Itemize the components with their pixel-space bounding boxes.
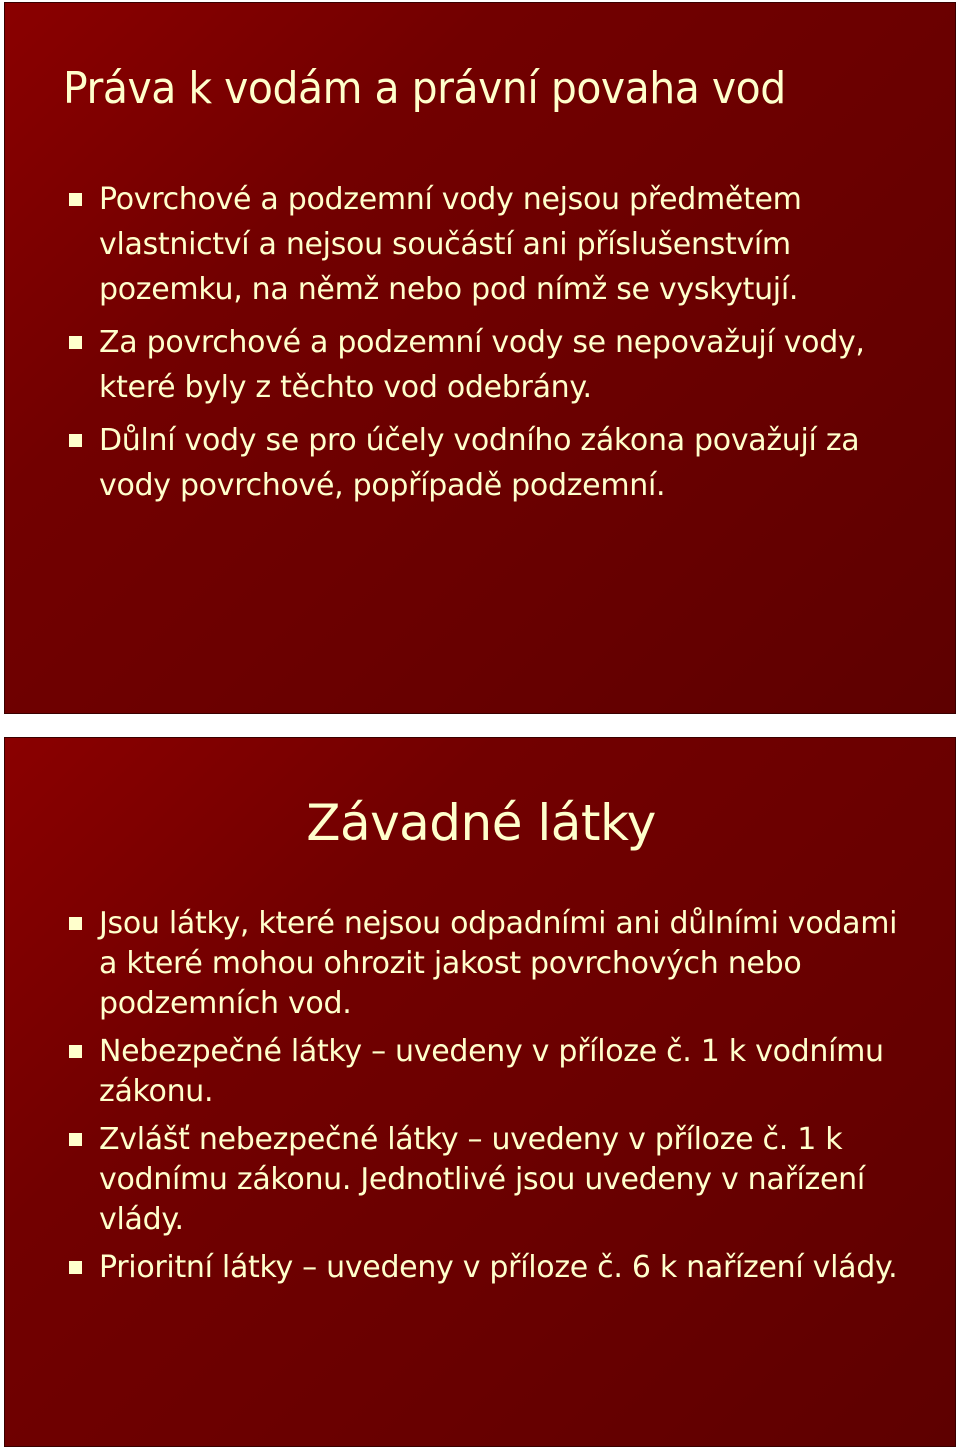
bullet-item <box>65 320 915 410</box>
bullet-text: Zvlášť nebezpečné látky – uvedeny v příloze č. 1 k vodnímu zákonu. Jednotlivé jsou uvedeny v nařízení vlády. <box>99 1122 865 1237</box>
bullet-text: Nebezpečné látky – uvedeny v příloze č. 1 k vodnímu zákonu. <box>99 1034 884 1109</box>
slide-2-title: Závadné látky <box>306 794 656 852</box>
bullet-text: Povrchové a podzemní vody nejsou předmětem vlastnictví a nejsou součástí ani příslušenstvím pozemku, na němž nebo pod nímž se vyskytují. <box>99 182 802 307</box>
slide-2 <box>4 737 956 1447</box>
bullet-text: Prioritní látky – uvedeny v příloze č. 6 k nařízení vlády. <box>99 1250 898 1285</box>
square-bullet-icon <box>69 917 82 930</box>
bullet-item <box>65 1120 915 1240</box>
bullet-item <box>65 904 915 1024</box>
bullet-item <box>65 1248 915 1288</box>
slide-1 <box>4 2 956 714</box>
square-bullet-icon <box>69 193 82 206</box>
bullet-item <box>65 1032 915 1112</box>
bullet-item <box>65 177 915 312</box>
slide-1-title: Práva k vodám a právní povaha vod <box>63 63 786 114</box>
slide-1-bullet-list <box>65 177 915 516</box>
square-bullet-icon <box>69 1133 82 1146</box>
square-bullet-icon <box>69 434 82 447</box>
bullet-item <box>65 418 915 508</box>
square-bullet-icon <box>69 1045 82 1058</box>
bullet-text: Důlní vody se pro účely vodního zákona považují za vody povrchové, popřípadě podzemní. <box>99 423 860 503</box>
square-bullet-icon <box>69 336 82 349</box>
square-bullet-icon <box>69 1261 82 1274</box>
slide-2-bullet-list <box>65 904 915 1296</box>
bullet-text: Za povrchové a podzemní vody se nepovažují vody, které byly z těchto vod odebrány. <box>99 325 865 405</box>
bullet-text: Jsou látky, které nejsou odpadními ani důlními vodami a které mohou ohrozit jakost povrchových nebo podzemních vod. <box>99 906 898 1021</box>
